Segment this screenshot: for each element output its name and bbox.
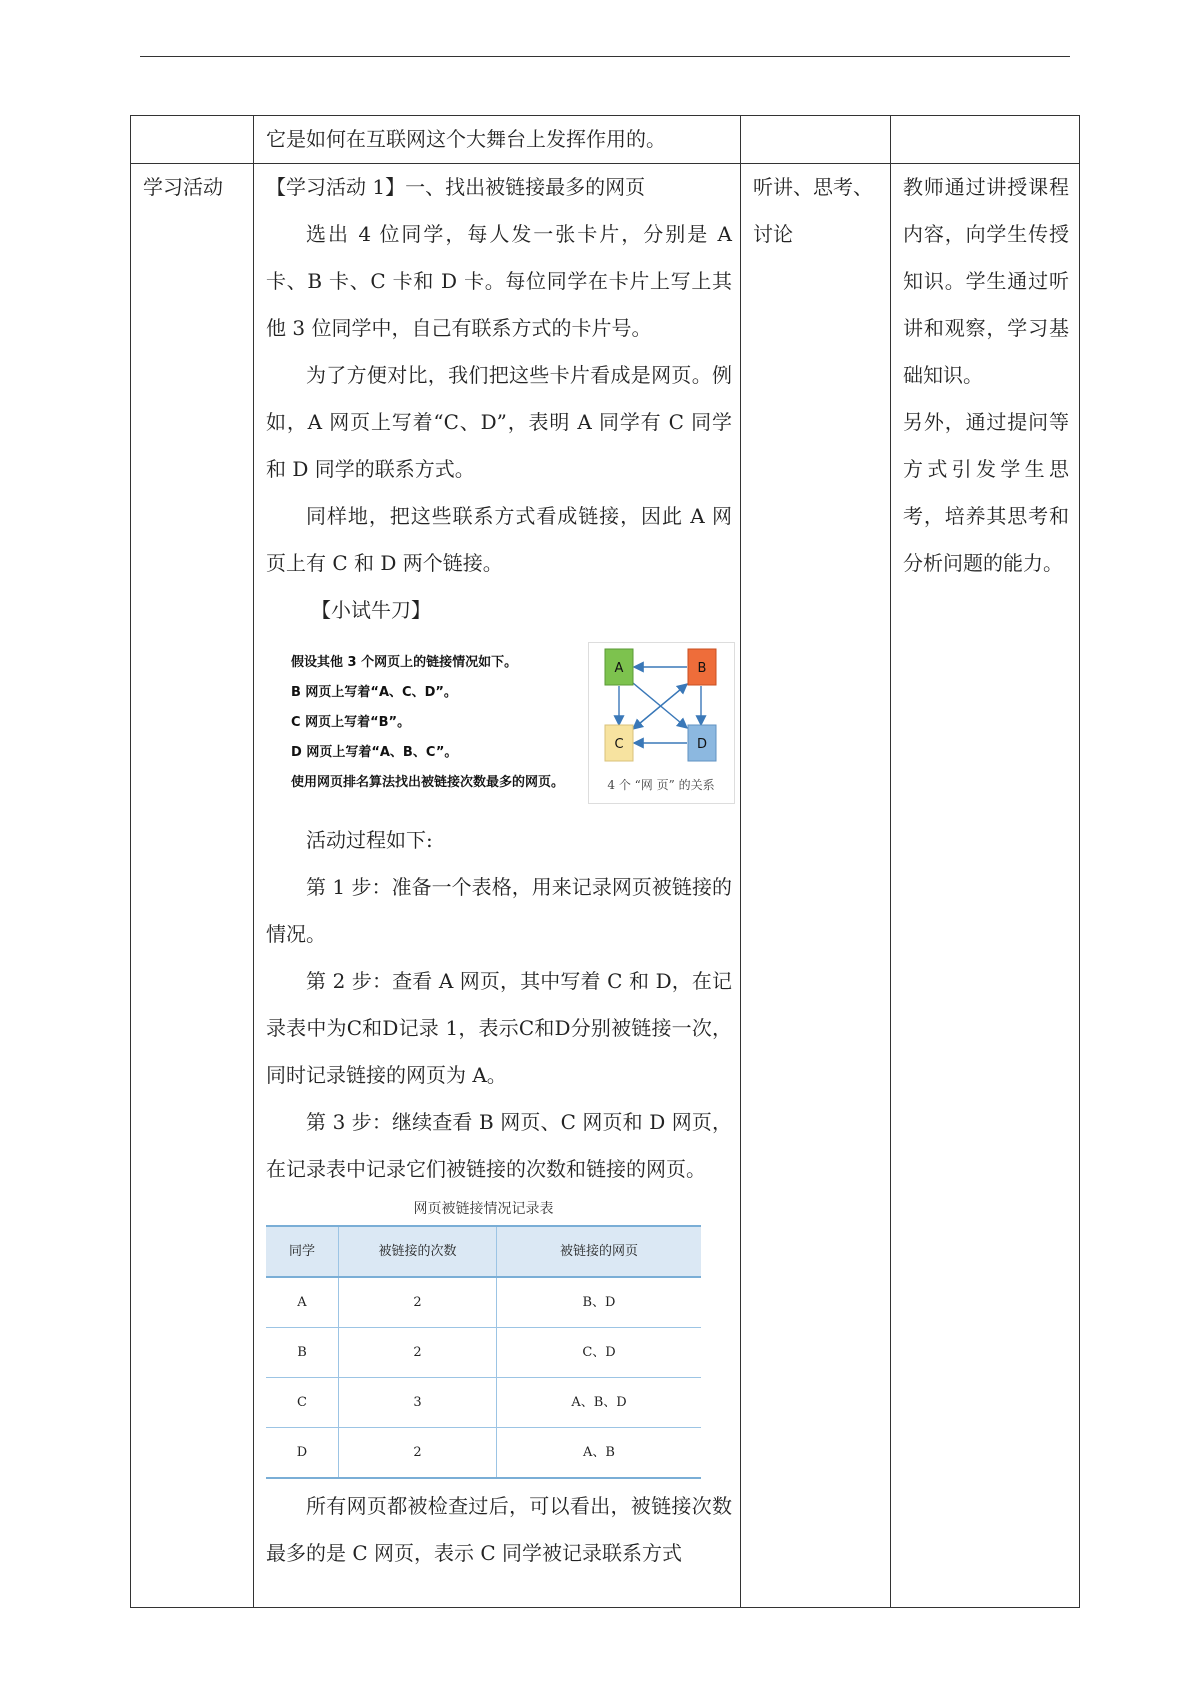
process-title: 活动过程如下: xyxy=(306,828,433,852)
conclusion-paragraph: 所有网页都被检查过后，可以看出，被链接次数最多的是 C 网页，表示 C 同学被记录联系方式 xyxy=(266,1494,732,1565)
figure-line: B 网页上写着“A、C、D”。 xyxy=(291,685,457,700)
step-3: 第 3 步：继续查看 B 网页、C 网页和 D 网页，在记录表中记录它们被链接的次数和链接的网页。 xyxy=(266,1110,732,1181)
column-divider xyxy=(740,116,741,1607)
record-table xyxy=(266,1225,701,1479)
figure-line: 使用网页排名算法找出被链接次数最多的网页。 xyxy=(291,775,565,790)
figure-line: 假设其他 3 个网页上的链接情况如下。 xyxy=(291,655,518,670)
figure-instructions xyxy=(291,648,571,798)
continuation-text: 它是如何在互联网这个大舞台上发挥作用的。 xyxy=(266,127,666,151)
activity-content xyxy=(266,164,732,1577)
table-row xyxy=(266,1328,701,1378)
header-rule xyxy=(140,56,1070,57)
diagram-caption: 4 个 “网 页” 的关系 xyxy=(607,778,715,792)
node-d-label: D xyxy=(696,737,708,752)
cell-pages: A、B xyxy=(497,1428,702,1479)
table-row xyxy=(266,1378,701,1428)
table-row xyxy=(266,1428,701,1479)
figure-line: C 网页上写着“B”。 xyxy=(291,715,411,730)
node-a-label: A xyxy=(614,661,624,676)
edge-b-c xyxy=(633,684,687,729)
cell-count: 3 xyxy=(339,1378,497,1428)
header-link-count: 被链接的次数 xyxy=(339,1226,497,1277)
cell-count: 2 xyxy=(339,1328,497,1378)
cell-count: 2 xyxy=(339,1428,497,1479)
node-c-label: C xyxy=(614,737,624,752)
try-title: 【小试牛刀】 xyxy=(311,598,431,622)
activity-title: 【学习活动 1】一、找出被链接最多的网页 xyxy=(266,175,646,199)
cell-student: D xyxy=(266,1428,339,1479)
relation-diagram xyxy=(588,642,735,804)
step-1: 第 1 步：准备一个表格，用来记录网页被链接的情况。 xyxy=(266,875,732,946)
header-linking-pages: 被链接的网页 xyxy=(497,1226,702,1277)
design-intent xyxy=(903,164,1069,587)
link-figure xyxy=(266,642,732,807)
activity-paragraph: 为了方便对比，我们把这些卡片看成是网页。例如，A 网页上写着“C、D”，表明 A 同学有 C 同学和 D 同学的联系方式。 xyxy=(266,363,732,481)
table-row xyxy=(266,1277,701,1328)
column-divider xyxy=(253,116,254,1607)
cell-student: B xyxy=(266,1328,339,1378)
step-2: 第 2 步：查看 A 网页，其中写着 C 和 D，在记录表中为C和D记录 1，表示C和D分别被链接一次，同时记录链接的网页为 A。 xyxy=(266,969,732,1087)
student-activity: 听讲、思考、讨论 xyxy=(753,175,873,246)
row-label-learning-activity: 学习活动 xyxy=(143,175,223,199)
cell-pages: B、D xyxy=(497,1277,702,1328)
lesson-plan-table xyxy=(130,115,1080,1608)
header-student: 同学 xyxy=(266,1226,339,1277)
activity-paragraph: 同样地，把这些联系方式看成链接，因此 A 网页上有 C 和 D 两个链接。 xyxy=(266,504,732,575)
record-table-title: 网页被链接情况记录表 xyxy=(413,1201,554,1217)
cell-student: A xyxy=(266,1277,339,1328)
figure-line: D 网页上写着“A、B、C”。 xyxy=(291,745,458,760)
edge-a-d xyxy=(633,683,687,728)
cell-pages: C、D xyxy=(497,1328,702,1378)
activity-paragraph: 选出 4 位同学，每人发一张卡片，分别是 A 卡、B 卡、C 卡和 D 卡。每位同学在卡片上写上其他 3 位同学中，自己有联系方式的卡片号。 xyxy=(266,222,732,340)
column-divider xyxy=(890,116,891,1607)
node-b-label: B xyxy=(697,661,707,676)
record-table-header xyxy=(266,1226,701,1277)
relation-diagram-svg xyxy=(589,643,734,803)
cell-student: C xyxy=(266,1378,339,1428)
design-intent-paragraph: 另外，通过提问等方式引发学生思考，培养其思考和分析问题的能力。 xyxy=(903,410,1069,575)
cell-pages: A、B、D xyxy=(497,1378,702,1428)
cell-count: 2 xyxy=(339,1277,497,1328)
design-intent-paragraph: 教师通过讲授课程内容，向学生传授知识。学生通过听讲和观察，学习基础知识。 xyxy=(903,175,1069,387)
